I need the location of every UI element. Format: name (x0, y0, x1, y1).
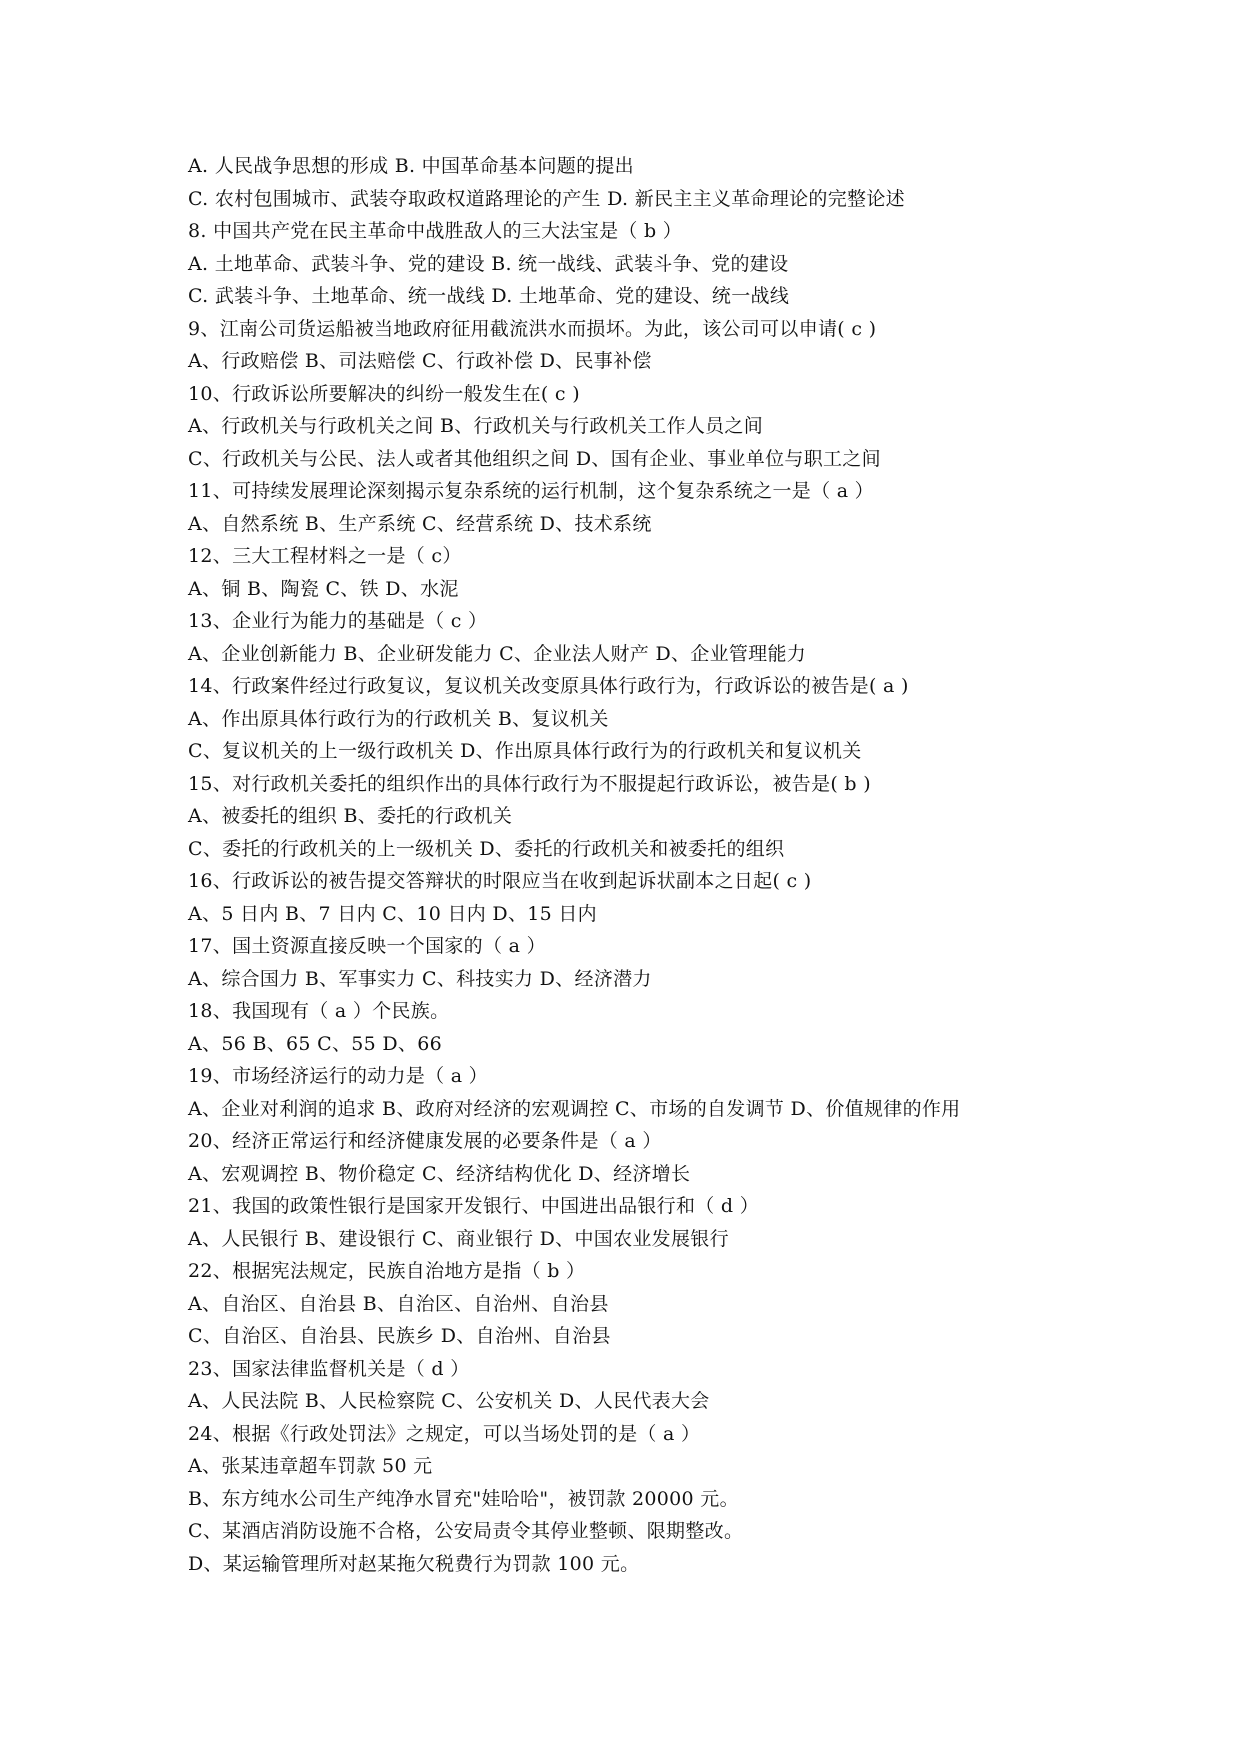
question-line: 10、行政诉讼所要解决的纠纷一般发生在( c ) (188, 382, 580, 405)
question-line: 8. 中国共产党在民主革命中战胜敌人的三大法宝是（ b ） (188, 220, 683, 242)
question-line: 13、企业行为能力的基础是（ c ） (188, 610, 488, 632)
options-line: B、东方纯水公司生产纯净水冒充"娃哈哈"，被罚款 20000 元。 (188, 1487, 739, 1510)
options-line: A、企业对利润的追求 B、政府对经济的宏观调控 C、市场的自发调节 D、价值规律的作用 (188, 1097, 961, 1120)
question-line: 23、国家法律监督机关是（ d ） (188, 1357, 470, 1380)
question-line: 20、经济正常运行和经济健康发展的必要条件是（ a ） (188, 1130, 662, 1152)
options-line: A. 土地革命、武装斗争、党的建设 B. 统一战线、武装斗争、党的建设 (188, 252, 789, 275)
options-line: A、人民银行 B、建设银行 C、商业银行 D、中国农业发展银行 (188, 1227, 729, 1250)
options-line: A、56 B、65 C、55 D、66 (188, 1032, 442, 1055)
options-line: C. 农村包围城市、武装夺取政权道路理论的产生 D. 新民主主义革命理论的完整论述 (188, 187, 905, 210)
options-line: A、被委托的组织 B、委托的行政机关 (188, 805, 513, 827)
options-line: A、人民法院 B、人民检察院 C、公安机关 D、人民代表大会 (188, 1390, 710, 1412)
question-line: 18、我国现有（ a ）个民族。 (188, 1000, 450, 1022)
question-line: 9、江南公司货运船被当地政府征用截流洪水而损坏。为此，该公司可以申请( c ) (188, 317, 877, 340)
options-line: A、行政机关与行政机关之间 B、行政机关与行政机关工作人员之间 (188, 415, 764, 437)
options-line: A、行政赔偿 B、司法赔偿 C、行政补偿 D、民事补偿 (188, 350, 652, 372)
question-line: 15、对行政机关委托的组织作出的具体行政行为不服提起行政诉讼，被告是( b ) (188, 772, 871, 795)
question-line: 24、根据《行政处罚法》之规定，可以当场处罚的是（ a ） (188, 1422, 701, 1445)
options-line: A、企业创新能力 B、企业研发能力 C、企业法人财产 D、企业管理能力 (188, 642, 807, 665)
question-line: 17、国土资源直接反映一个国家的（ a ） (188, 935, 546, 957)
options-line: A. 人民战争思想的形成 B. 中国革命基本问题的提出 (188, 155, 634, 177)
question-line: 16、行政诉讼的被告提交答辩状的时限应当在收到起诉状副本之日起( c ) (188, 870, 812, 892)
options-line: D、某运输管理所对赵某拖欠税费行为罚款 100 元。 (188, 1552, 640, 1575)
options-line: A、铜 B、陶瓷 C、铁 D、水泥 (188, 577, 459, 600)
options-line: C、委托的行政机关的上一级机关 D、委托的行政机关和被委托的组织 (188, 837, 785, 860)
question-line: 21、我国的政策性银行是国家开发银行、中国进出品银行和（ d ） (188, 1195, 760, 1217)
question-line: 11、可持续发展理论深刻揭示复杂系统的运行机制，这个复杂系统之一是（ a ） (188, 480, 874, 502)
question-list (188, 150, 1088, 1580)
question-line: 12、三大工程材料之一是（ c） (188, 545, 462, 567)
question-line: 14、行政案件经过行政复议，复议机关改变原具体行政行为，行政诉讼的被告是( a ) (188, 675, 909, 697)
options-line: A、自治区、自治县 B、自治区、自治州、自治县 (188, 1292, 609, 1315)
options-line: C、复议机关的上一级行政机关 D、作出原具体行政行为的行政机关和复议机关 (188, 740, 862, 762)
options-line: C、某酒店消防设施不合格，公安局责令其停业整顿、限期整改。 (188, 1520, 744, 1542)
question-line: 22、根据宪法规定，民族自治地方是指（ b ） (188, 1260, 586, 1282)
options-line: A、宏观调控 B、物价稳定 C、经济结构优化 D、经济增长 (188, 1162, 691, 1185)
options-line: A、5 日内 B、7 日内 C、10 日内 D、15 日内 (188, 902, 597, 925)
question-line: 19、市场经济运行的动力是（ a ） (188, 1065, 488, 1087)
options-line: A、作出原具体行政行为的行政机关 B、复议机关 (188, 707, 609, 730)
options-line: A、自然系统 B、生产系统 C、经营系统 D、技术系统 (188, 512, 652, 535)
options-line: C、行政机关与公民、法人或者其他组织之间 D、国有企业、事业单位与职工之间 (188, 447, 881, 470)
options-line: A、张某违章超车罚款 50 元 (188, 1455, 433, 1477)
options-line: A、综合国力 B、军事实力 C、科技实力 D、经济潜力 (188, 967, 652, 990)
options-line: C、自治区、自治县、民族乡 D、自治州、自治县 (188, 1325, 611, 1347)
options-line: C. 武装斗争、土地革命、统一战线 D. 土地革命、党的建设、统一战线 (188, 285, 790, 307)
